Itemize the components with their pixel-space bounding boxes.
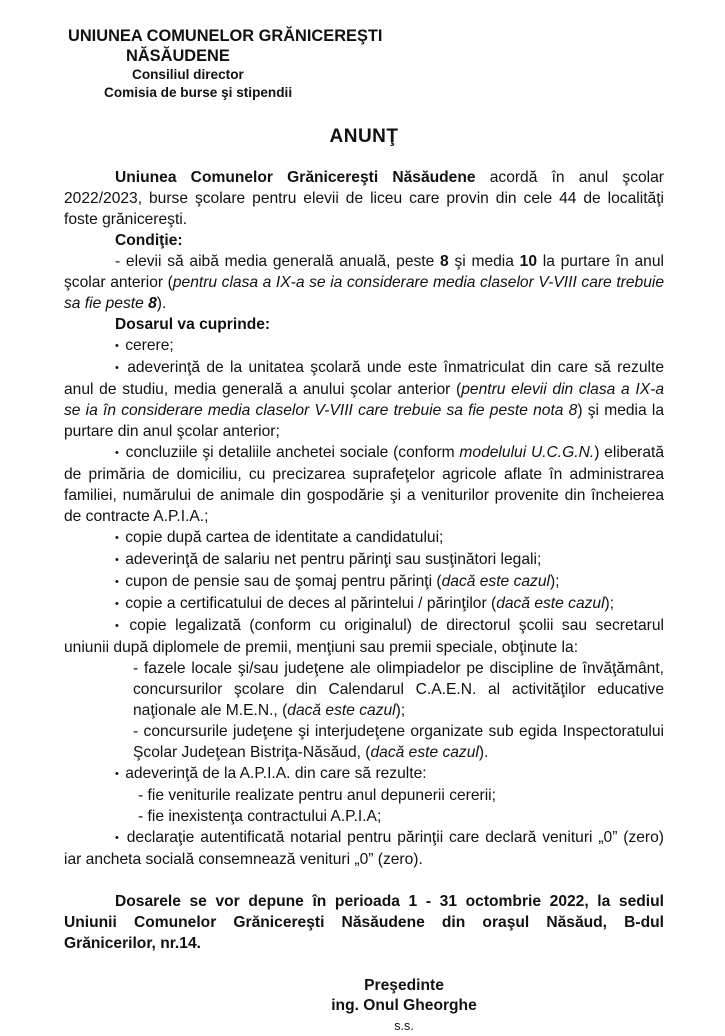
bullet-icon: •: [115, 447, 119, 459]
bullet-icon: •: [115, 554, 119, 566]
closing-text: Dosarele se vor depune în perioada 1 - 31 octombrie 2022, la sediul Uniunii Comunelor Grănicereşti Năsăudene din oraşul Năsăud, B-dul Grănicerilor, nr.14.: [64, 893, 664, 952]
list-item-adeverinta-apia: • adeverinţă de la A.P.I.A. din care să rezulte:: [115, 765, 427, 782]
sub-item-inexistenta: - fie inexistenţa contractului A.P.I.A;: [138, 808, 382, 825]
signature-block: [144, 976, 664, 1036]
bullet-icon: •: [115, 340, 119, 352]
bullet-icon: •: [115, 362, 119, 374]
closing-paragraph: [64, 891, 664, 954]
condition-paragraph: - elevii să aibă media generală anuală, peste 8 şi media 10 la purtare în anul şcolar anterior (pentru clasa a IX-a se ia considerare media claselor V-VIII care trebuie sa fie peste 8).: [64, 253, 665, 312]
sub-item-venituri: - fie veniturile realizate pentru anul depunerii cererii;: [138, 787, 496, 804]
commission-name: Comisia de burse şi stipendii: [104, 85, 293, 100]
bullet-icon: •: [115, 598, 119, 610]
bullet-icon: •: [115, 576, 119, 588]
org-name-line2: NĂSĂUDENE: [126, 47, 230, 65]
org-name-line1: UNIUNEA COMUNELOR GRĂNICEREŞTI: [68, 27, 383, 45]
intro-text: acordă în anul şcolar 2022/2023, burse şcolare pentru elevii de liceu care provin din cele 44 de localităţi foste grănicereşti.: [64, 169, 664, 228]
bullet-icon: •: [115, 532, 119, 544]
document-page: [64, 26, 664, 1036]
intro-paragraph: [64, 167, 664, 230]
bullet-icon: •: [115, 832, 119, 844]
bullet-icon: •: [115, 620, 119, 632]
list-item-cupon: • cupon de pensie sau de şomaj pentru părinţi (dacă este cazul);: [115, 573, 560, 590]
intro-org-name: Uniunea Comunelor Grănicereşti Năsăudene: [115, 169, 476, 186]
list-item-ancheta-sociala: • concluziile şi detaliile anchetei sociale (conform modelului U.C.G.N.) eliberată de primăria de domiciliu, cu precizarea suprafeţelor agricole aflate în administrarea familiei, numărului de animale din gospodărie şi a veniturilor provenite din încheierea de contracte A.P.I.A.;: [64, 444, 664, 525]
list-item-cerere: • cerere;: [115, 337, 174, 354]
council-name: Consiliul director: [132, 67, 244, 82]
signature-ss: s.s.: [394, 1019, 414, 1033]
sub-item-concursuri: - concursurile judeţene şi interjudeţene organizate sub egida Inspectoratului Şcolar Judeţean Bistriţa-Năsăud, (dacă este cazul).: [133, 723, 664, 761]
condition-label: Condiţie:: [115, 232, 183, 249]
list-item-adeverinta-salariu: • adeverinţă de salariu net pentru părinţi sau susţinători legali;: [115, 551, 542, 568]
list-item-copie-ci: • copie după cartea de identitate a candidatului;: [115, 529, 444, 546]
dossier-label: Dosarul va cuprinde:: [115, 316, 271, 333]
signature-role: Preşedinte: [364, 977, 444, 994]
list-item-adeverinta-scoala: • adeverinţă de la unitatea şcolară unde este înmatriculat din care să rezulte anul de studiu, media generală a anului şcolar anterior (pentru elevii din clasa a IX-a se ia în considerare media claselor V-VIII care trebuie sa fie peste nota 8) şi media la purtare din anul şcolar anterior;: [64, 359, 665, 440]
list-item-certificat-deces: • copie a certificatului de deces al părintelui / părinţilor (dacă este cazul);: [115, 595, 615, 612]
list-item-declaratie: • declaraţie autentificată notarial pentru părinţii care declară venituri „0” (zero) iar ancheta socială consemnează venituri „0” (zero).: [64, 829, 664, 868]
list-item-copie-legalizata: • copie legalizată (conform cu originalul) de directorul şcolii sau secretarul uniunii după diplomele de premii, menţiuni sau premii speciale, obţinute la:: [64, 617, 664, 656]
signature-name: ing. Onul Gheorghe: [331, 997, 477, 1014]
sub-item-olimpiade: - fazele locale şi/sau judeţene ale olimpiadelor pe discipline de învăţământ, concursurilor şcolare din Calendarul C.A.E.N. al activităţilor educative naţionale ale M.E.N., (dacă este cazul);: [133, 660, 664, 719]
bullet-icon: •: [115, 768, 119, 780]
page-title: ANUNŢ: [329, 126, 399, 147]
